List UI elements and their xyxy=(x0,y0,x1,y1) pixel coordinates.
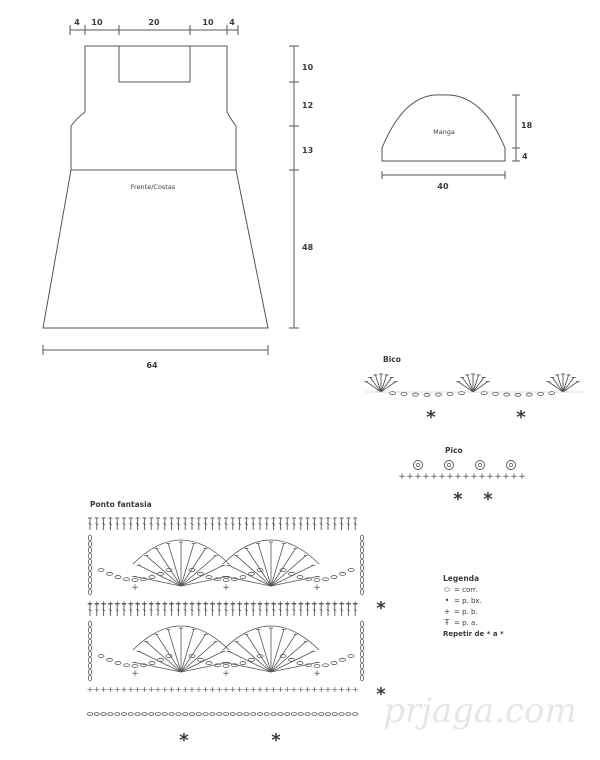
pico-picot xyxy=(445,461,454,470)
ponto-fantasia-chart xyxy=(87,518,364,715)
pico-picot xyxy=(476,461,485,470)
bico-title: Bico xyxy=(383,355,401,364)
top-dim-5: 4 xyxy=(229,18,235,27)
fantasia-post-row xyxy=(88,518,357,530)
bico-fan xyxy=(364,374,397,392)
svg-text:+: + xyxy=(229,685,237,694)
pico-single-crochet: + xyxy=(470,472,478,482)
svg-text:+: + xyxy=(270,599,277,608)
pico-single-crochet: + xyxy=(502,472,510,482)
pico-picot xyxy=(414,461,423,470)
fantasia-chain-column xyxy=(360,621,363,681)
svg-text:+: + xyxy=(311,599,318,608)
watermark: prjaga.com xyxy=(383,691,577,731)
fantasia-repeat-bottom-1: * xyxy=(179,730,189,751)
pico-chart xyxy=(398,461,526,483)
svg-text:+: + xyxy=(86,599,94,608)
svg-text:+: + xyxy=(202,599,209,608)
pico-single-crochet: + xyxy=(446,472,454,482)
svg-text:+: + xyxy=(236,685,243,694)
svg-text:+: + xyxy=(134,599,141,608)
svg-text:+: + xyxy=(351,599,359,608)
svg-text:+: + xyxy=(317,685,325,694)
svg-text:+: + xyxy=(304,685,311,694)
svg-text:+: + xyxy=(338,685,345,694)
svg-text:+: + xyxy=(236,599,243,608)
side-dim-1: 10 xyxy=(302,63,314,72)
pico-single-crochet: + xyxy=(486,472,494,482)
legend-single-crochet-text: = p. b. xyxy=(454,608,478,616)
fantasia-chain-arc xyxy=(189,569,263,582)
svg-text:+: + xyxy=(222,685,230,694)
fantasia-chain-arc xyxy=(189,655,263,668)
legend-slip-stitch-symbol: • xyxy=(444,596,450,605)
legend xyxy=(443,574,504,638)
svg-text:+: + xyxy=(107,685,114,694)
pico-single-crochet: + xyxy=(430,472,438,482)
fantasia-chain-column xyxy=(88,535,91,595)
bico-chart xyxy=(364,374,585,396)
pico-single-crochet: + xyxy=(462,472,470,482)
legend-slip-stitch-text: = p. bx. xyxy=(454,597,482,605)
svg-text:+: + xyxy=(134,685,141,694)
fantasia-single-crochet: + xyxy=(222,583,230,593)
fantasia-single-crochet: + xyxy=(131,669,139,679)
svg-text:+: + xyxy=(283,685,291,694)
legend-chain-text: = corr. xyxy=(454,586,478,594)
svg-text:+: + xyxy=(345,599,352,608)
svg-text:+: + xyxy=(195,599,203,608)
svg-text:+: + xyxy=(127,685,135,694)
svg-text:+: + xyxy=(324,685,332,694)
svg-text:+: + xyxy=(195,685,203,694)
pico-title: Pico xyxy=(445,446,463,455)
svg-text:+: + xyxy=(188,685,196,694)
sleeve-cuff-dim: 4 xyxy=(522,152,528,161)
pico-single-crochet: + xyxy=(518,472,526,482)
side-dim-4: 48 xyxy=(302,243,314,252)
fantasia-single-crochet-row xyxy=(87,685,359,694)
side-dim-2: 12 xyxy=(302,101,314,110)
pico-repeat-marker-1: * xyxy=(453,489,463,510)
pico-repeat-marker-2: * xyxy=(483,489,493,510)
svg-text:+: + xyxy=(188,599,196,608)
fantasia-repeat-bottom-2: * xyxy=(271,730,281,751)
pico-single-crochet: + xyxy=(438,472,446,482)
svg-text:+: + xyxy=(202,685,209,694)
pico-single-crochet: + xyxy=(478,472,486,482)
svg-text:+: + xyxy=(93,599,101,608)
sleeve-labels xyxy=(433,121,532,191)
pico-single-crochet: + xyxy=(406,472,414,482)
legend-double-crochet-symbol: Ŧ xyxy=(444,618,450,627)
legend-chain-symbol: ⬭ xyxy=(444,586,450,594)
svg-text:+: + xyxy=(351,685,359,694)
svg-text:+: + xyxy=(270,685,277,694)
svg-text:+: + xyxy=(249,599,257,608)
fantasia-chain-column xyxy=(88,621,91,681)
svg-text:+: + xyxy=(161,599,169,608)
svg-text:+: + xyxy=(243,599,250,608)
svg-text:+: + xyxy=(209,599,216,608)
svg-text:+: + xyxy=(181,685,189,694)
svg-text:+: + xyxy=(141,599,148,608)
svg-text:+: + xyxy=(317,599,325,608)
neckline xyxy=(119,46,190,82)
svg-text:+: + xyxy=(290,599,298,608)
svg-text:+: + xyxy=(120,599,128,608)
svg-text:+: + xyxy=(100,685,107,694)
pico-single-crochet: + xyxy=(414,472,422,482)
bico-repeat-marker-1: * xyxy=(426,407,436,428)
bico-repeat-marker-2: * xyxy=(516,407,526,428)
svg-text:+: + xyxy=(263,599,271,608)
svg-text:+: + xyxy=(338,599,345,608)
legend-repeat-note: Repetir de * a * xyxy=(443,630,504,638)
ponto-fantasia-title: Ponto fantasia xyxy=(90,500,152,509)
pico-picot xyxy=(507,461,516,470)
legend-double-crochet-text: = p. a. xyxy=(454,619,478,627)
svg-text:+: + xyxy=(256,599,264,608)
svg-text:+: + xyxy=(120,685,128,694)
svg-text:+: + xyxy=(243,685,250,694)
svg-text:+: + xyxy=(345,685,352,694)
top-dim-1: 4 xyxy=(74,18,80,27)
svg-text:+: + xyxy=(154,685,162,694)
svg-text:+: + xyxy=(86,685,94,694)
pico-single-crochet: + xyxy=(454,472,462,482)
svg-text:+: + xyxy=(277,685,284,694)
pico-single-crochet: + xyxy=(494,472,502,482)
front-back-label: Frente/Costas xyxy=(130,183,176,191)
svg-text:+: + xyxy=(215,599,223,608)
svg-text:+: + xyxy=(113,685,121,694)
bico-fan xyxy=(456,374,489,392)
top-dim-4: 10 xyxy=(202,18,214,27)
fantasia-single-crochet: + xyxy=(313,669,321,679)
svg-text:+: + xyxy=(263,685,271,694)
pico-single-crochet: + xyxy=(398,472,406,482)
front-back-labels xyxy=(74,18,313,370)
sleeve-label: Manga xyxy=(433,128,455,136)
svg-text:+: + xyxy=(331,685,339,694)
svg-text:+: + xyxy=(297,599,305,608)
pico-single-crochet: + xyxy=(510,472,518,482)
fantasia-single-crochet: + xyxy=(131,583,139,593)
side-dim-3: 13 xyxy=(302,146,314,155)
svg-text:+: + xyxy=(147,599,155,608)
svg-text:+: + xyxy=(141,685,148,694)
top-dim-2: 10 xyxy=(91,18,103,27)
svg-text:+: + xyxy=(283,599,291,608)
svg-text:+: + xyxy=(113,599,121,608)
fantasia-chain-arc xyxy=(98,569,172,582)
legend-title: Legenda xyxy=(443,574,480,583)
svg-text:+: + xyxy=(324,599,332,608)
fantasia-chain-column xyxy=(360,535,363,595)
svg-text:+: + xyxy=(175,599,182,608)
svg-text:+: + xyxy=(175,685,182,694)
svg-text:+: + xyxy=(161,685,169,694)
svg-text:+: + xyxy=(209,685,216,694)
fantasia-single-crochet: + xyxy=(222,669,230,679)
bico-fan xyxy=(546,374,579,392)
fantasia-single-crochet: + xyxy=(313,583,321,593)
svg-text:+: + xyxy=(331,599,339,608)
svg-text:+: + xyxy=(181,599,189,608)
svg-text:+: + xyxy=(127,599,135,608)
svg-text:+: + xyxy=(297,685,305,694)
svg-text:+: + xyxy=(249,685,257,694)
fantasia-repeat-right-2: * xyxy=(376,684,386,705)
svg-text:+: + xyxy=(311,685,318,694)
svg-text:+: + xyxy=(290,685,298,694)
svg-text:+: + xyxy=(93,685,101,694)
fantasia-single-crochet-row xyxy=(87,599,359,608)
sleeve-schematic xyxy=(382,95,520,179)
fantasia-chain-arc xyxy=(280,569,354,582)
pico-single-crochet: + xyxy=(422,472,430,482)
sleeve-height-dim: 18 xyxy=(521,121,533,130)
svg-text:+: + xyxy=(229,599,237,608)
svg-text:+: + xyxy=(304,599,311,608)
legend-single-crochet-symbol: + xyxy=(443,607,451,616)
fantasia-chain-arc xyxy=(280,655,354,668)
svg-text:+: + xyxy=(277,599,284,608)
svg-text:+: + xyxy=(222,599,230,608)
svg-text:+: + xyxy=(100,599,107,608)
sleeve-width-dim: 40 xyxy=(437,182,449,191)
svg-text:+: + xyxy=(107,599,114,608)
svg-text:+: + xyxy=(168,685,175,694)
svg-text:+: + xyxy=(154,599,162,608)
fantasia-chain-arc xyxy=(98,655,172,668)
svg-text:+: + xyxy=(168,599,175,608)
svg-text:+: + xyxy=(215,685,223,694)
svg-text:+: + xyxy=(256,685,264,694)
bottom-dim: 64 xyxy=(146,361,158,370)
top-dim-3: 20 xyxy=(148,18,160,27)
svg-text:+: + xyxy=(147,685,155,694)
fantasia-repeat-right-1: * xyxy=(376,598,386,619)
fantasia-foundation-chain xyxy=(87,713,357,716)
